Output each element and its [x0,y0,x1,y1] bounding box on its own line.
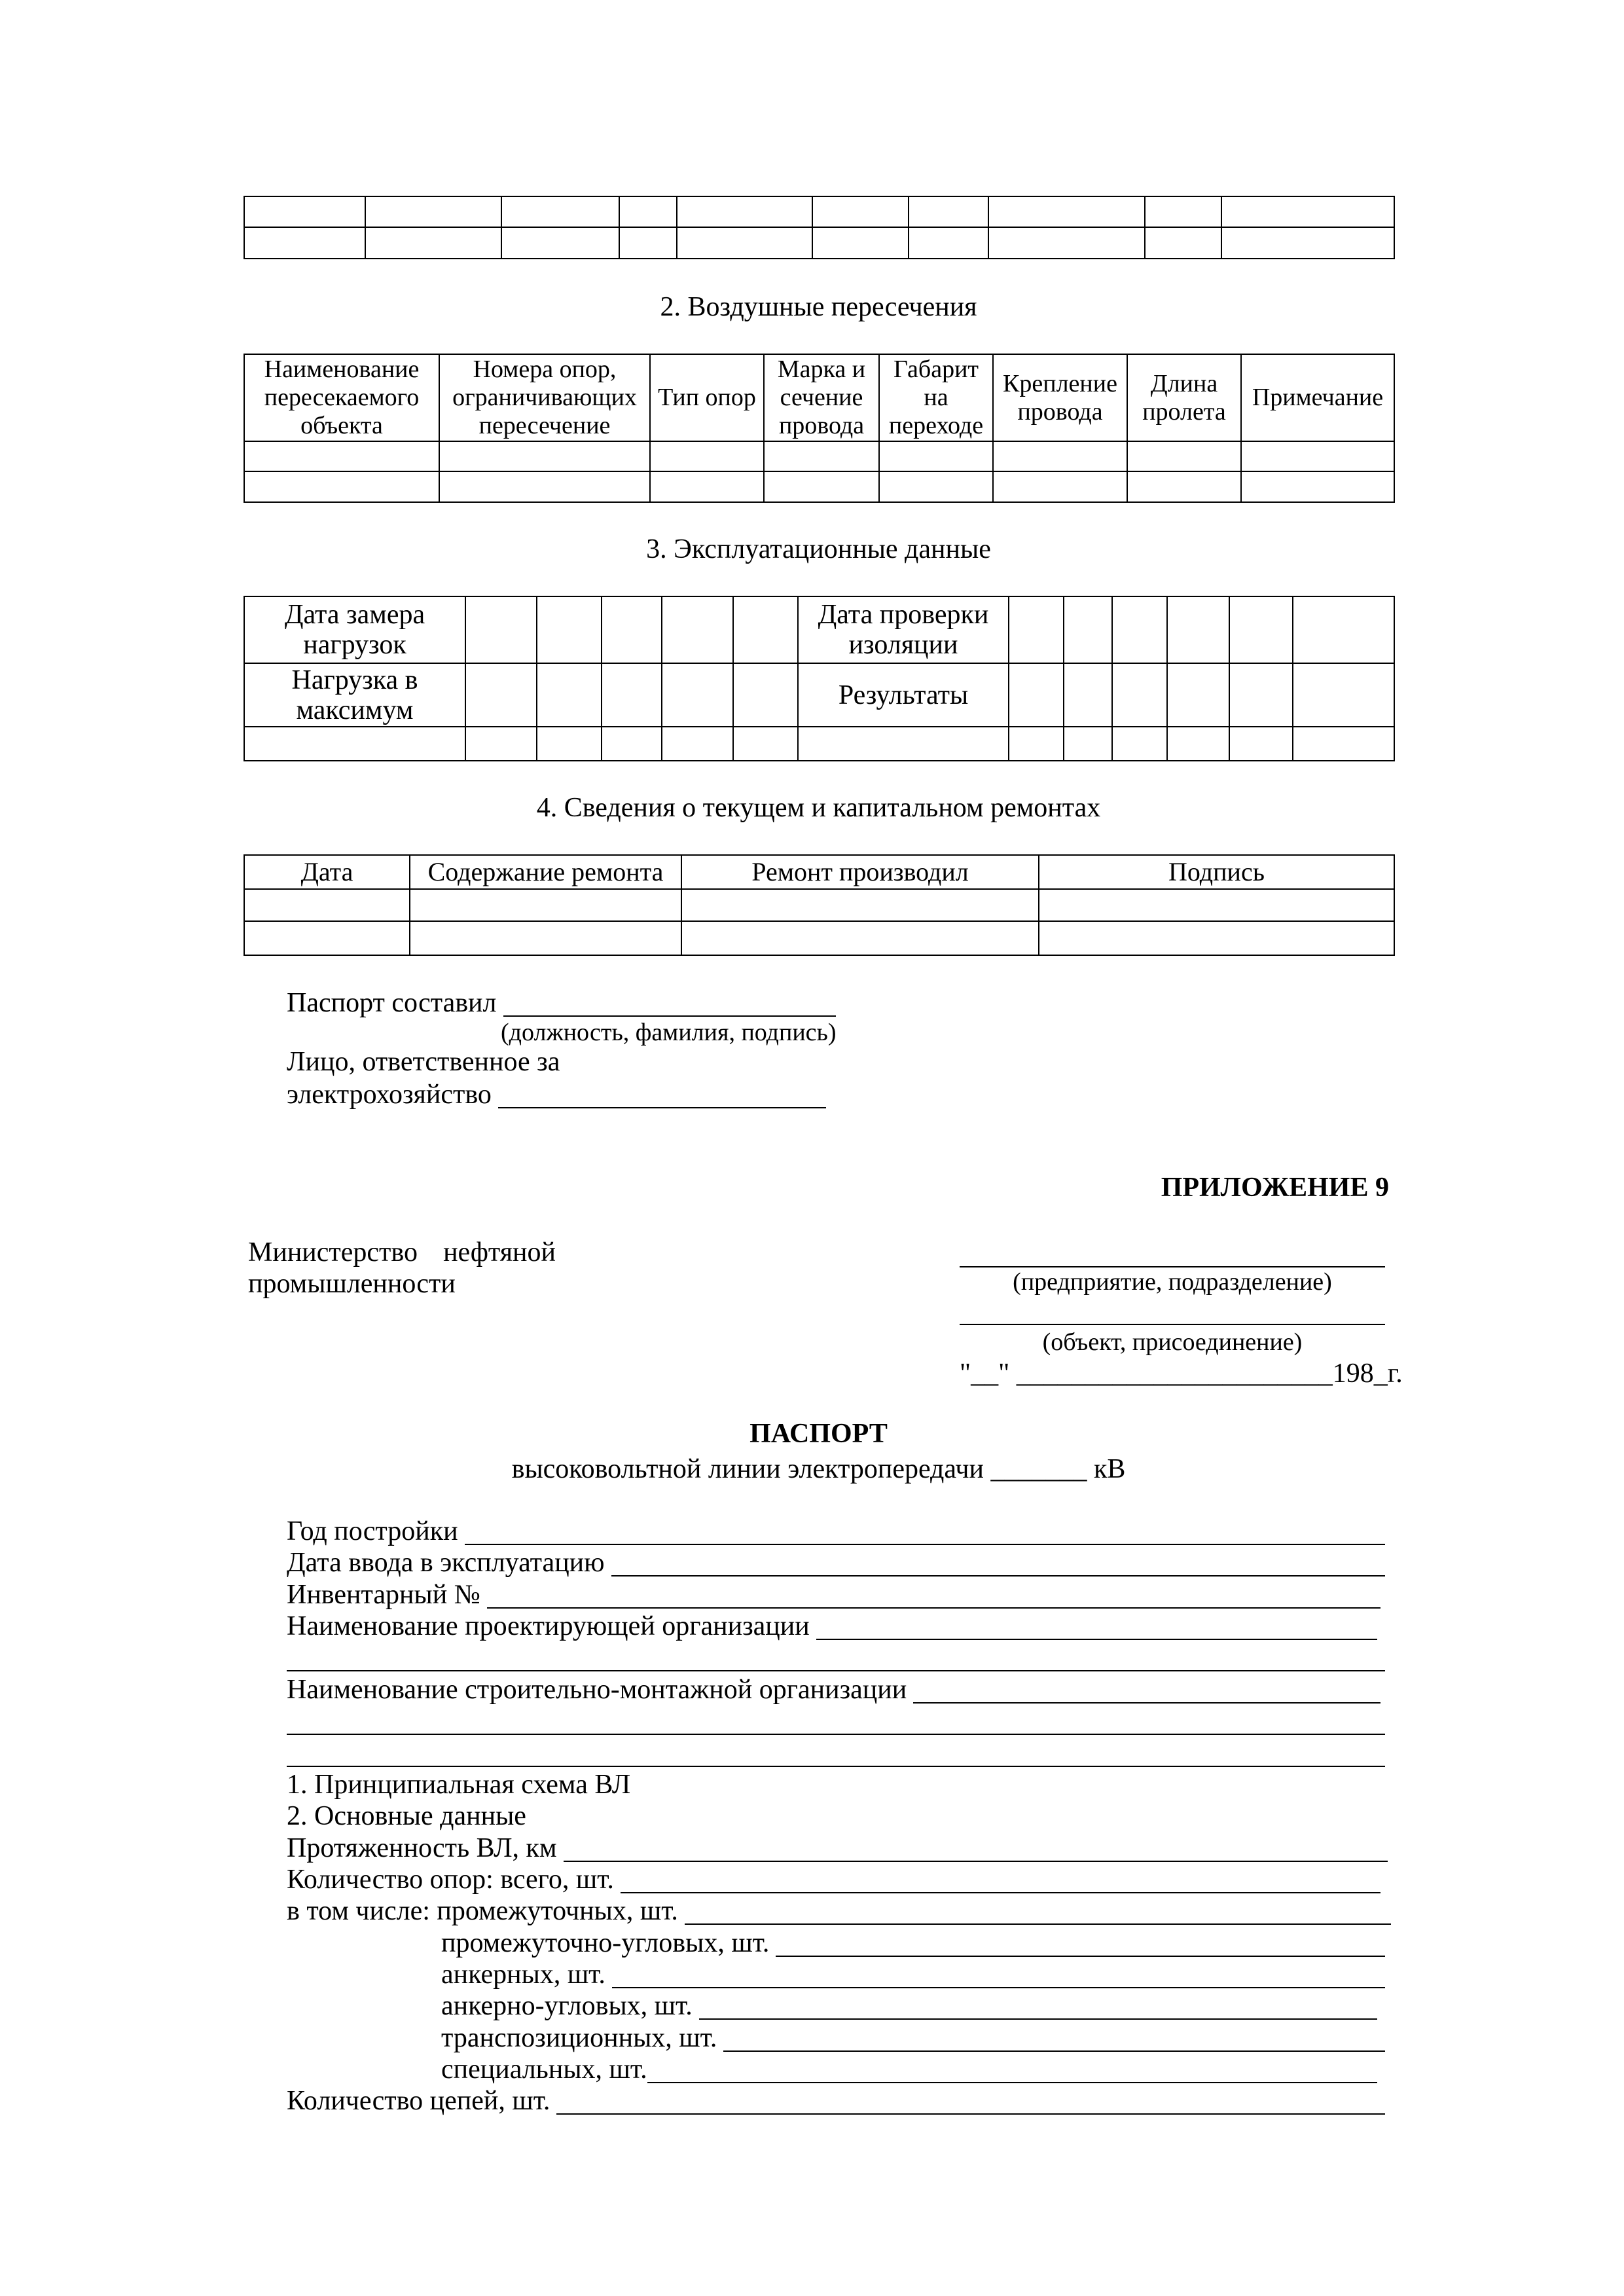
label-cell-results: Результаты [798,663,1009,727]
field-label: анкерных, шт. [441,1959,605,1990]
field-label: промежуточно-угловых, шт. [441,1927,770,1958]
table-cell [879,441,993,471]
header-cell-pole-type: Тип опор [650,354,764,441]
table-cell [993,471,1127,502]
field-row-anchor-angle-poles [287,1990,1385,2022]
table-cell [764,441,879,471]
table-cell [1064,663,1112,727]
fill-line [287,1705,1385,1735]
table-cell [909,227,988,259]
field-label: Наименование проектирующей организации [287,1611,810,1642]
field-row-construction-organization [287,1674,1385,1705]
table-cell [733,663,798,727]
continued-table [244,196,1395,259]
appendix-title: ПРИЛОЖЕНИЕ 9 [1161,1173,1389,1203]
fill-line [612,1959,1385,1988]
table-cell [537,596,602,663]
table-cell [619,196,677,227]
table-cell [733,596,798,663]
section-title-air-crossings: 2. Воздушные пересечения [660,292,977,322]
passport-subtitle: высоковольтной линии электропередачи _______ кВ [511,1454,1126,1484]
schema-heading-row [287,1769,1385,1800]
header-cell-performed-by: Ремонт производил [681,855,1039,889]
table-cell [244,441,439,471]
table-cell [988,227,1145,259]
compiled-by-hint: (должность, фамилия, подпись) [501,1019,837,1046]
table-cell [812,196,909,227]
table-row [244,196,1394,227]
table-row [244,596,1394,663]
table-cell [465,596,537,663]
header-cell-span-length: Длина пролета [1127,354,1241,441]
responsible-label-line1: Лицо, ответственное за [287,1047,560,1077]
signature-line [498,1079,826,1108]
ministry-line2: промышленности [248,1269,456,1299]
header-cell-signature: Подпись [1039,855,1394,889]
table-cell [650,441,764,471]
label-cell-max-load: Нагрузка в максимум [244,663,465,727]
field-label: в том числе: промежуточных, шт. [287,1896,678,1927]
date-line: "__" _______________________198_г. [960,1358,1403,1389]
compiled-by-row [287,987,836,1019]
table-cell [365,196,501,227]
table-cell [244,471,439,502]
fill-line [776,1927,1385,1957]
fill-line [611,1547,1385,1576]
table-cell [365,227,501,259]
table-cell [1009,727,1064,761]
table-cell [619,227,677,259]
table-cell [537,663,602,727]
field-row-special-poles [287,2054,1385,2085]
air-crossings-table [244,354,1395,503]
table-cell [1167,596,1229,663]
object-hint: (объект, присоединение) [1042,1328,1303,1356]
table-row [244,441,1394,471]
field-row-design-organization [287,1611,1385,1642]
fill-line [647,2054,1377,2083]
table-cell [988,196,1145,227]
table-cell [501,196,619,227]
table-cell [1221,196,1394,227]
enterprise-hint: (предприятие, подразделение) [1013,1268,1332,1296]
table-row [244,663,1394,727]
blank-line-row [287,1705,1385,1737]
table-cell [764,471,879,502]
field-label: Дата ввода в эксплуатацию [287,1548,605,1578]
table-cell [1009,596,1064,663]
table-cell [1039,921,1394,955]
table-cell [662,663,733,727]
header-cell-crossed-object: Наименование пересекаемого объекта [244,354,439,441]
compiled-by-label: Паспорт составил [287,988,497,1018]
field-row-line-length [287,1832,1385,1864]
fill-line [465,1516,1385,1545]
fill-line [621,1864,1380,1893]
responsible-row [287,1079,826,1110]
table-cell [1009,663,1064,727]
table-cell [1229,663,1293,727]
field-label: Протяженность ВЛ, км [287,1832,557,1863]
field-label: Количество опор: всего, шт. [287,1864,614,1895]
field-label: Год постройки [287,1516,458,1546]
table-cell [602,727,662,761]
field-label: Инвентарный № [287,1579,480,1610]
header-cell-repair-content: Содержание ремонта [410,855,681,889]
passport-title: ПАСПОРТ [749,1419,888,1449]
main-data-heading: 2. Основные данные [287,1801,526,1832]
table-cell [1229,596,1293,663]
field-label: Наименование строительно-монтажной организации [287,1674,907,1705]
table-cell [677,196,812,227]
header-cell-note: Примечание [1241,354,1394,441]
table-cell [1293,663,1394,727]
table-row [244,727,1394,761]
field-row-construction-year [287,1516,1385,1547]
table-cell [244,227,365,259]
table-cell [1167,663,1229,727]
table-cell [909,196,988,227]
passport-fields [287,1516,1385,2117]
table-cell [1293,596,1394,663]
table-cell [537,727,602,761]
table-cell [1145,196,1221,227]
table-cell [662,596,733,663]
label-cell-insulation-date: Дата проверки изоляции [798,596,1009,663]
header-cell-pole-numbers: Номера опор, ограничивающих пересечение [439,354,650,441]
table-cell [1127,471,1241,502]
table-cell [812,227,909,259]
table-cell [1167,727,1229,761]
field-label: специальных, шт. [441,2054,647,2085]
table-cell [1293,727,1394,761]
section-title-repairs: 4. Сведения о текущем и капитальном ремонтах [536,793,1101,823]
fill-line [487,1579,1380,1609]
repairs-table [244,854,1395,956]
table-cell [681,889,1039,921]
field-row-anchor-poles [287,1959,1385,1990]
section-title-operational-data: 3. Эксплуатационные данные [646,534,991,564]
table-cell [1064,727,1112,761]
blank-line-row [287,1642,1385,1673]
table-cell [1241,441,1394,471]
table-cell [1112,596,1167,663]
fill-line [685,1895,1391,1925]
field-label: анкерно-угловых, шт. [441,1991,693,2022]
header-cell-clearance: Габарит на переходе [879,354,993,441]
main-data-heading-row [287,1800,1385,1832]
table-header-row [244,855,1394,889]
fill-line [699,1990,1377,2020]
table-cell [1229,727,1293,761]
table-cell [1064,596,1112,663]
schema-heading: 1. Принципиальная схема ВЛ [287,1769,631,1800]
table-cell [465,663,537,727]
table-row [244,471,1394,502]
field-row-commissioning-date [287,1547,1385,1578]
table-cell [439,441,650,471]
table-cell [602,596,662,663]
table-cell [1145,227,1221,259]
table-cell [1127,441,1241,471]
fill-line [913,1674,1380,1704]
table-row [244,227,1394,259]
label-cell-load-date: Дата замера нагрузок [244,596,465,663]
table-cell [879,471,993,502]
field-row-transposition-poles [287,2022,1385,2054]
table-cell [244,196,365,227]
header-cell-wire-fastening: Крепление провода [993,354,1127,441]
table-cell [1112,663,1167,727]
table-cell [681,921,1039,955]
table-cell [410,889,681,921]
table-cell [602,663,662,727]
table-cell [1221,227,1394,259]
table-cell [244,889,410,921]
table-cell [733,727,798,761]
fill-line [564,1832,1388,1862]
field-row-circuit-count [287,2085,1385,2117]
table-cell [410,921,681,955]
table-row [244,889,1394,921]
fill-line [816,1611,1377,1640]
table-cell [501,227,619,259]
table-cell [1039,889,1394,921]
field-row-intermediate-angle-poles [287,1927,1385,1959]
table-cell [677,227,812,259]
fill-line [287,1642,1385,1671]
field-label: транспозиционных, шт. [441,2022,717,2053]
table-row [244,921,1394,955]
table-cell [244,727,465,761]
field-row-poles-total [287,1864,1385,1895]
fill-line [287,1738,1385,1767]
table-cell [1112,727,1167,761]
object-line [960,1324,1385,1325]
table-cell [439,471,650,502]
table-cell [798,727,1009,761]
operational-data-table [244,596,1395,761]
responsible-label-line2: электрохозяйство [287,1080,492,1110]
table-cell [465,727,537,761]
signature-line [503,987,836,1017]
table-cell [993,441,1127,471]
field-row-intermediate-poles [287,1895,1385,1927]
table-cell [244,921,410,955]
table-header-row [244,354,1394,441]
blank-line-row [287,1738,1385,1769]
fill-line [556,2085,1385,2115]
table-cell [662,727,733,761]
field-row-inventory-number [287,1579,1385,1611]
fill-line [723,2022,1385,2052]
ministry-line1: Министерство нефтяной [248,1237,556,1267]
header-cell-date: Дата [244,855,410,889]
table-cell [1241,471,1394,502]
field-label: Количество цепей, шт. [287,2086,550,2117]
header-cell-wire-grade: Марка и сечение провода [764,354,879,441]
table-cell [650,471,764,502]
